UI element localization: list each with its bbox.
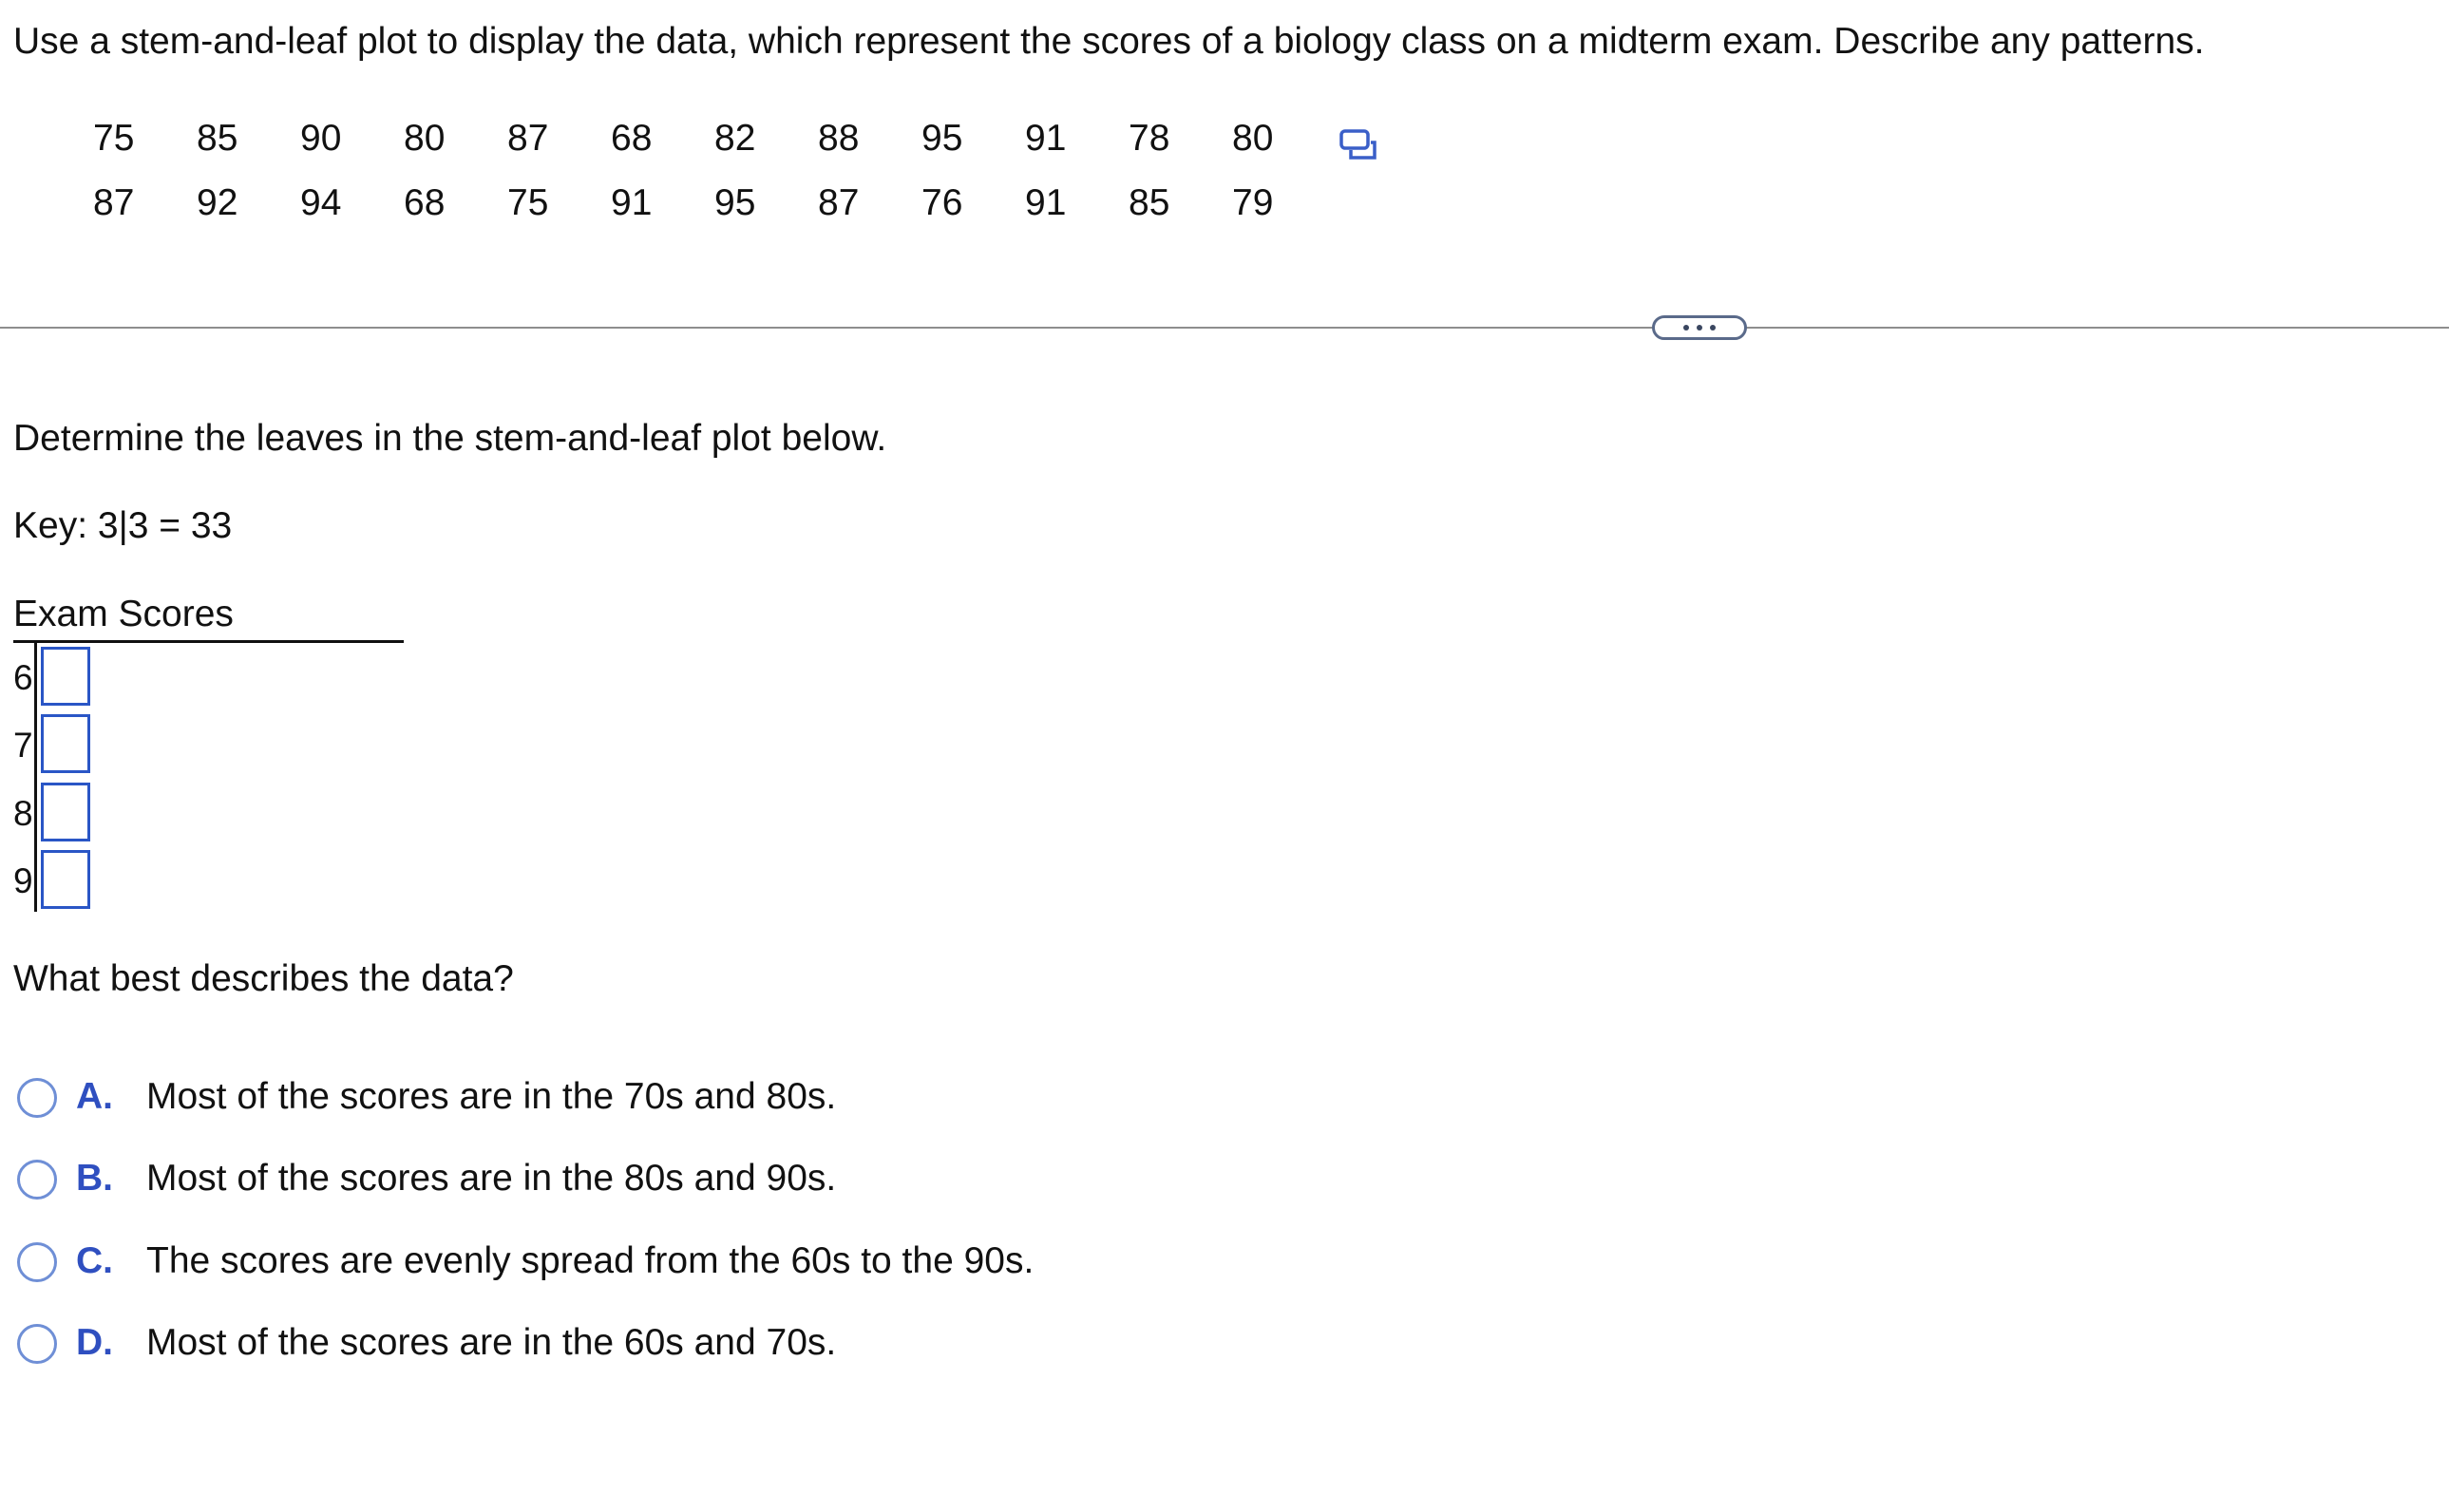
stem-label: 6 bbox=[13, 658, 33, 697]
data-value: 87 bbox=[93, 182, 135, 223]
copy-icon[interactable] bbox=[1339, 129, 1377, 161]
plot-title-underline bbox=[13, 640, 404, 643]
data-value: 75 bbox=[507, 182, 549, 223]
data-value: 79 bbox=[1232, 182, 1274, 223]
describe-prompt: What best describes the data? bbox=[13, 958, 514, 999]
option-d[interactable] bbox=[17, 1322, 1252, 1370]
question-text: Use a stem-and-leaf plot to display the data, which represent the scores of a biology class on a midterm exam. Describe any patterns. bbox=[13, 21, 2205, 62]
data-value: 80 bbox=[404, 118, 446, 159]
leaf-input-8[interactable] bbox=[41, 783, 90, 841]
radio-circle-icon[interactable] bbox=[17, 1324, 57, 1364]
radio-circle-icon[interactable] bbox=[17, 1078, 57, 1118]
option-b[interactable] bbox=[17, 1158, 1252, 1205]
radio-circle-icon[interactable] bbox=[17, 1160, 57, 1200]
option-text[interactable]: Most of the scores are in the 70s and 80s. bbox=[146, 1076, 837, 1117]
data-value: 76 bbox=[921, 182, 963, 223]
option-letter: D. bbox=[76, 1322, 113, 1363]
section-divider bbox=[0, 327, 2449, 329]
data-value: 82 bbox=[714, 118, 756, 159]
data-value: 85 bbox=[1129, 182, 1170, 223]
data-value: 95 bbox=[714, 182, 756, 223]
data-value: 87 bbox=[507, 118, 549, 159]
option-text[interactable]: The scores are evenly spread from the 60s to the 90s. bbox=[146, 1240, 1035, 1281]
option-c[interactable] bbox=[17, 1240, 1252, 1288]
data-value: 91 bbox=[1025, 182, 1067, 223]
option-letter: B. bbox=[76, 1158, 113, 1199]
more-dots-icon[interactable] bbox=[1652, 315, 1747, 340]
plot-key: Key: 3|3 = 33 bbox=[13, 505, 233, 546]
stem-label: 7 bbox=[13, 726, 33, 765]
data-row bbox=[93, 118, 1328, 175]
leaf-input-7[interactable] bbox=[41, 714, 90, 773]
option-letter: A. bbox=[76, 1076, 113, 1117]
data-value: 78 bbox=[1129, 118, 1170, 159]
data-value: 91 bbox=[611, 182, 653, 223]
option-text[interactable]: Most of the scores are in the 60s and 70s. bbox=[146, 1322, 837, 1363]
stem-label: 9 bbox=[13, 861, 33, 900]
option-text[interactable]: Most of the scores are in the 80s and 90s. bbox=[146, 1158, 837, 1199]
data-value: 92 bbox=[197, 182, 238, 223]
data-value: 68 bbox=[611, 118, 653, 159]
data-value: 88 bbox=[818, 118, 860, 159]
data-value: 87 bbox=[818, 182, 860, 223]
data-value: 85 bbox=[197, 118, 238, 159]
leaf-input-9[interactable] bbox=[41, 850, 90, 909]
data-value: 90 bbox=[300, 118, 342, 159]
option-a[interactable] bbox=[17, 1076, 1252, 1124]
data-value: 75 bbox=[93, 118, 135, 159]
plot-stem-divider bbox=[34, 643, 37, 912]
radio-circle-icon[interactable] bbox=[17, 1242, 57, 1282]
data-value: 91 bbox=[1025, 118, 1067, 159]
option-letter: C. bbox=[76, 1240, 113, 1281]
data-row bbox=[93, 182, 1328, 239]
instruction-text: Determine the leaves in the stem-and-leaf plot below. bbox=[13, 418, 887, 459]
plot-title: Exam Scores bbox=[13, 594, 234, 634]
data-value: 94 bbox=[300, 182, 342, 223]
data-value: 95 bbox=[921, 118, 963, 159]
stem-label: 8 bbox=[13, 794, 33, 833]
data-value: 68 bbox=[404, 182, 446, 223]
leaf-input-6[interactable] bbox=[41, 647, 90, 706]
data-value: 80 bbox=[1232, 118, 1274, 159]
